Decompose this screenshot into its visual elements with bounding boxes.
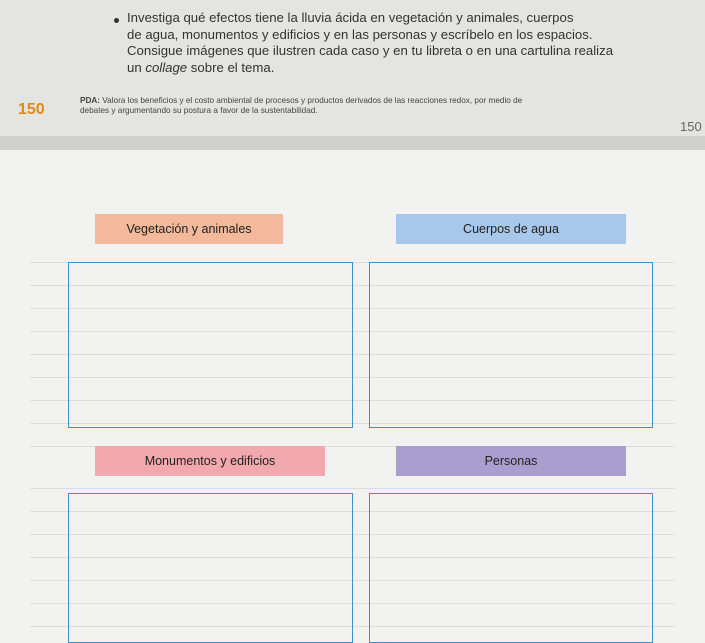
instruction-suffix: sobre el tema. <box>187 59 275 75</box>
answer-box-water-bodies[interactable] <box>369 262 653 428</box>
page-gutter <box>0 136 705 150</box>
answer-box-monuments[interactable] <box>68 493 353 643</box>
pda-label: PDA: <box>80 96 101 105</box>
pda-text: Valora los beneficios y el costo ambiental de procesos y productos derivados de las reacciones redox, por medio de <box>102 96 523 105</box>
instruction-line-4 <box>127 60 697 77</box>
label-monuments: Monumentos y edificios <box>95 446 325 476</box>
instruction-line-2: de agua, monumentos y edificios y en las personas y escríbelo en los espacios. <box>127 26 593 42</box>
instruction-line-1: Investiga qué efectos tiene la lluvia ácida en vegetación y animales, cuerpos <box>127 10 574 25</box>
instruction-prefix: un <box>127 59 146 75</box>
answer-box-vegetation[interactable] <box>68 262 353 428</box>
pda-note <box>80 96 670 116</box>
rule-line <box>30 488 675 489</box>
top-page <box>0 0 705 136</box>
label-people: Personas <box>396 446 626 476</box>
instruction-line-3: Consigue imágenes que ilustren cada caso y en tu libreta o en una cartulina realiza <box>127 43 614 58</box>
label-vegetation: Vegetación y animales <box>95 214 283 244</box>
page-number: 150 <box>18 101 45 118</box>
bullet-icon <box>114 18 119 23</box>
worksheet-page <box>0 150 705 643</box>
page-number-right: 150 <box>680 119 702 134</box>
activity-instructions <box>127 10 697 76</box>
pda-text-2: debates y argumentando su postura a favor de la sustentabilidad. <box>80 106 318 115</box>
answer-box-people[interactable] <box>369 493 653 643</box>
collage-word: collage <box>145 59 188 75</box>
label-water-bodies: Cuerpos de agua <box>396 214 626 244</box>
